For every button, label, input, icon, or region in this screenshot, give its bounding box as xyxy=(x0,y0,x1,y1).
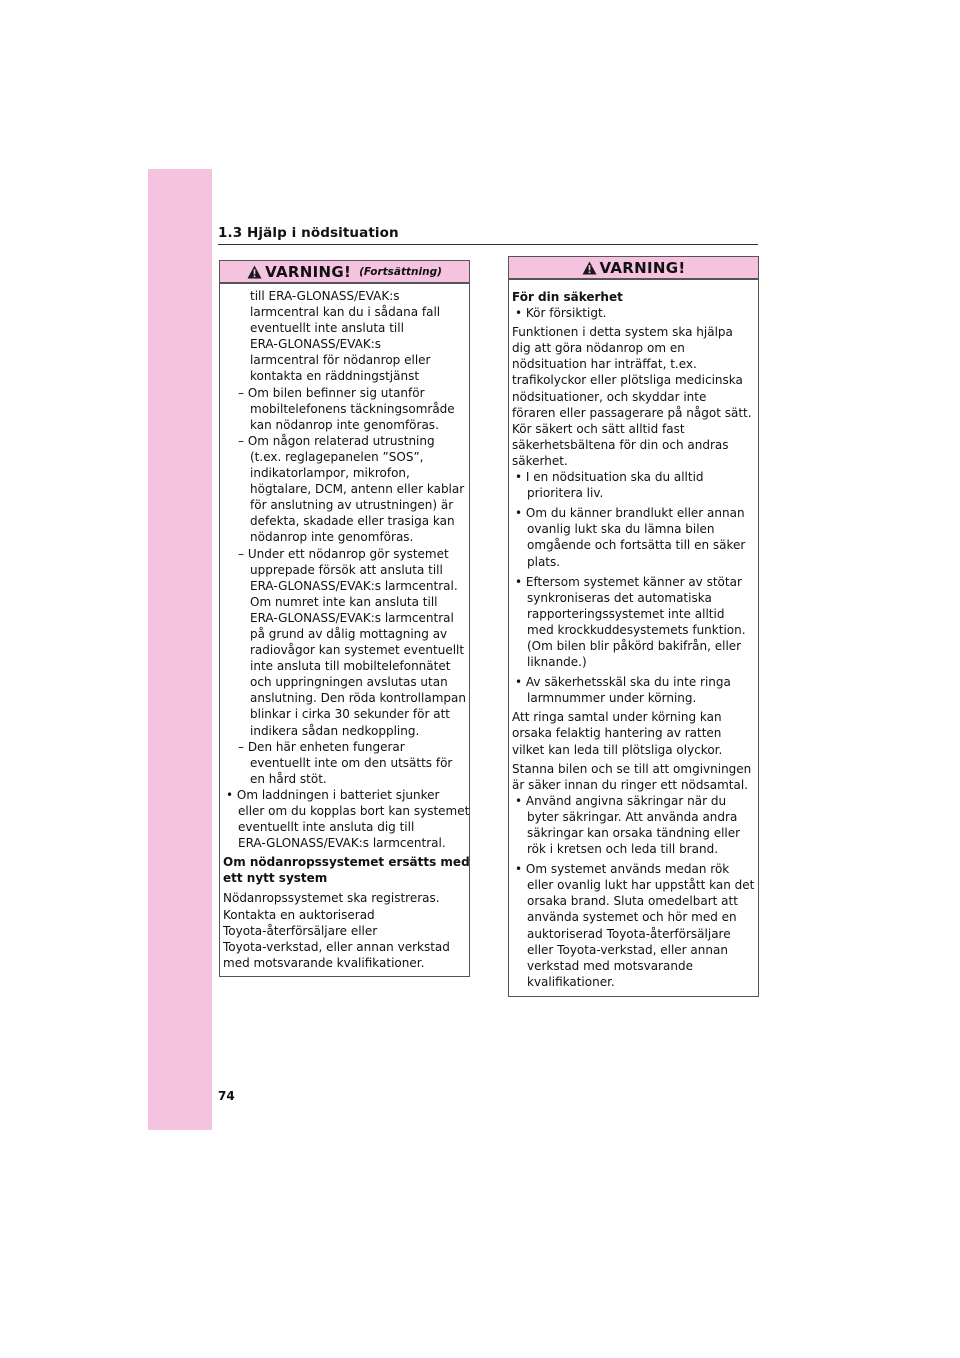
text-line: eller om du kopplas bort kan systemet xyxy=(238,804,470,818)
text-line: till ERA-GLONASS/EVAK:s xyxy=(250,289,400,303)
dash-item: – Om någon relaterad utrustning xyxy=(238,433,435,448)
bullet-item: • Kör försiktigt. xyxy=(515,306,607,321)
bullet-item: • Om systemet används medan rök xyxy=(515,862,730,877)
dash-item: – Under ett nödanrop gör systemet xyxy=(238,546,449,561)
text-line: säkerhetsbältena för din och andras xyxy=(512,437,729,452)
text-line: på grund av dålig mottagning av xyxy=(250,626,448,641)
bullet-item: • Om laddningen i batteriet sjunker xyxy=(226,787,440,802)
text-line: kan nödanrop inte genomföras. xyxy=(250,417,439,432)
text-line: Toyota-återförsäljare eller xyxy=(223,923,378,938)
bullet-item: • Eftersom systemet känner av stötar xyxy=(515,574,742,589)
subheading: ett nytt system xyxy=(223,871,328,886)
text-line: plats. xyxy=(527,554,561,569)
bullet-item: • Använd angivna säkringar när du xyxy=(515,793,727,808)
text-line: är säker innan du ringer ett nödsamtal. xyxy=(512,777,749,792)
text-line: Om numret inte kan ansluta till xyxy=(250,594,438,609)
warning-body xyxy=(509,280,758,990)
text-line: säkerhet. xyxy=(512,453,568,468)
bullet-item: • I en nödsituation ska du alltid xyxy=(515,470,704,485)
text-line: omgående och fortsätta till en säker xyxy=(527,538,746,553)
warning-title: VARNING! xyxy=(599,258,686,277)
subheading: Om nödanropssystemet ersätts med xyxy=(223,855,470,870)
text-line: ovanlig lukt ska du lämna bilen xyxy=(527,522,715,537)
text-line: verkstad med motsvarande xyxy=(527,958,693,973)
text-line: ERA-GLONASS/EVAK:s larmcentral xyxy=(250,610,454,625)
text-line: nödsituationer, och skyddar inte xyxy=(512,389,707,404)
section-title: 1.3 Hjälp i nödsituation xyxy=(218,225,399,241)
text-line: ERA-GLONASS/EVAK:s xyxy=(250,337,382,352)
text-line: Att ringa samtal under körning kan xyxy=(512,710,722,725)
text-line: trafikolyckor eller plötsliga medicinska xyxy=(512,373,743,388)
bullet-item: • Av säkerhetsskäl ska du inte ringa xyxy=(515,675,731,690)
text-line: inte ansluta till mobiltelefonnätet xyxy=(250,659,451,674)
text-line: en hård stöt. xyxy=(250,771,327,786)
text-line: dig att göra nödanrop om en xyxy=(512,341,685,356)
text-line: auktoriserad Toyota-återförsäljare xyxy=(527,926,731,941)
chapter-side-tab xyxy=(148,169,212,1130)
warning-header xyxy=(220,261,469,284)
warning-title: VARNING! xyxy=(265,262,352,281)
text-line: larmnummer under körning. xyxy=(527,691,697,706)
text-line: prioritera liv. xyxy=(527,486,604,501)
text-line: eventuellt inte ansluta till xyxy=(250,321,404,336)
text-line: (t.ex. reglagepanelen ”SOS”, xyxy=(250,449,424,464)
bullet-item: • Om du känner brandlukt eller annan xyxy=(515,506,745,521)
text-line: orsaka felaktig hantering av ratten xyxy=(512,726,722,741)
page-number: 74 xyxy=(218,1089,235,1103)
text-line: med motsvarande kvalifikationer. xyxy=(223,955,425,970)
text-line: säkringar kan orsaka tändning eller xyxy=(527,826,741,840)
subheading: För din säkerhet xyxy=(512,290,623,304)
text-line: högtalare, DCM, antenn eller kablar xyxy=(250,482,465,497)
text-line: larmcentral kan du i sådana fall xyxy=(250,305,441,320)
text-line: Toyota-verkstad, eller annan verkstad xyxy=(223,939,450,954)
text-line: byter säkringar. Att använda andra xyxy=(527,809,738,824)
text-line: vilket kan leda till plötsliga olyckor. xyxy=(512,742,723,757)
text-line: Nödanropssystemet ska registreras. xyxy=(223,891,440,906)
text-line: Funktionen i detta system ska hjälpa xyxy=(512,325,733,340)
warning-continued-label: (Fortsättning) xyxy=(359,265,442,278)
text-line: föraren eller passagerare på något sätt. xyxy=(512,405,752,420)
text-line: larmcentral för nödanrop eller xyxy=(250,353,431,368)
text-line: eventuellt inte ansluta dig till xyxy=(238,820,415,835)
text-line: eventuellt inte om den utsätts för xyxy=(250,755,453,770)
warning-triangle-icon xyxy=(582,261,597,275)
text-line: eller Toyota-verkstad, eller annan xyxy=(527,942,728,957)
text-line: orsaka brand. Sluta omedelbart att xyxy=(527,894,738,909)
text-line: nödanrop inte genomföras. xyxy=(250,530,414,545)
text-line: blinkar i cirka 30 sekunder för att xyxy=(250,707,450,722)
text-line: synkroniseras det automatiska xyxy=(527,590,712,605)
dash-item: – Om bilen befinner sig utanför xyxy=(238,385,425,400)
dash-item: – Den här enheten fungerar xyxy=(238,739,405,754)
warning-triangle-icon xyxy=(247,265,262,279)
text-line: liknande.) xyxy=(527,655,587,670)
text-line: defekta, skadade eller trasiga kan xyxy=(250,514,455,529)
text-line: (Om bilen blir påkörd bakifrån, eller xyxy=(527,638,742,653)
text-line: använda systemet och hör med en xyxy=(527,910,737,925)
warning-header xyxy=(509,257,758,280)
text-line: nödsituation har inträffat, t.ex. xyxy=(512,357,697,372)
text-line: mobiltelefonens täckningsområde xyxy=(250,401,455,416)
text-line: ERA-GLONASS/EVAK:s larmcentral. xyxy=(238,836,446,851)
text-line: anslutning. Den röda kontrollampan xyxy=(250,691,466,706)
text-line: upprepade försök att ansluta till xyxy=(250,562,443,577)
text-line: indikera sådan nedkoppling. xyxy=(250,723,420,738)
text-line: för anslutning av utrustningen) är xyxy=(250,498,454,513)
text-line: rök i kretsen och leda till brand. xyxy=(527,842,719,857)
text-line: eller ovanlig lukt har uppstått kan det xyxy=(527,878,755,893)
text-line: kontakta en räddningstjänst xyxy=(250,369,420,384)
warning-box xyxy=(508,256,759,997)
warning-box-continued xyxy=(219,260,470,977)
text-line: och uppringningen avslutas utan xyxy=(250,675,448,690)
text-line: rapporteringssystemet inte alltid xyxy=(527,606,725,621)
text-line: ERA-GLONASS/EVAK:s larmcentral. xyxy=(250,578,458,593)
text-line: Kör säkert och sätt alltid fast xyxy=(512,421,685,436)
warning-body xyxy=(220,284,469,971)
text-line: radiovågor kan systemet eventuellt xyxy=(250,643,465,658)
text-line: indikatorlampor, mikrofon, xyxy=(250,466,410,481)
text-line: Kontakta en auktoriserad xyxy=(223,907,375,922)
text-line: Stanna bilen och se till att omgivningen xyxy=(512,761,752,776)
text-line: kvalifikationer. xyxy=(527,974,615,989)
text-line: med krockkuddesystemets funktion. xyxy=(527,622,746,637)
section-divider xyxy=(218,244,758,245)
